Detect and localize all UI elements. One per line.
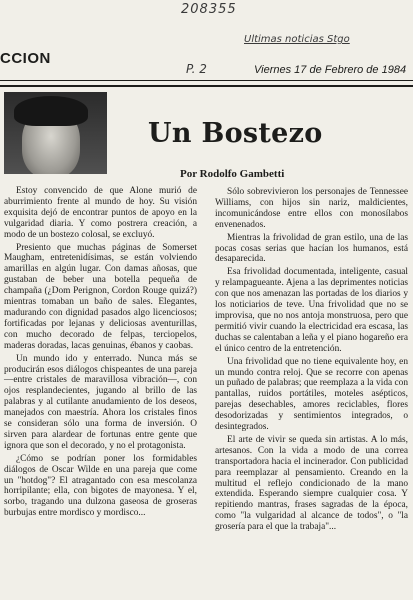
article-column-left [4, 186, 197, 519]
paragraph: Una frivolidad que no tiene equivalente hoy, en un mundo contra reloj. Que se recorre con apenas un puñado de palabras; que reemplaza a la vida con pantallas, ruidos portátiles, moteles asépticos, parejas desechables, amores reciclables, flores desodorizadas y sentimientos integrados, o desintegrados. [215, 356, 408, 433]
author-hair [14, 96, 88, 126]
article-byline: Por Rodolfo Gambetti [180, 168, 285, 180]
paragraph: Sólo sobrevivieron los personajes de Tennessee Williams, con hijos sin nariz, maldicientes, incomunicándose entre ellos con monosílabos envenenados. [215, 187, 408, 230]
article-title: Un Bostezo [148, 118, 323, 149]
issue-date: Viernes 17 de Febrero de 1984 [254, 64, 407, 76]
article-column-right [215, 187, 408, 533]
paragraph: Mientras la frivolidad de gran estilo, una de las pocas cosas serias que hacían los humanos, está desaparecida. [215, 232, 408, 265]
page-mark: P. 2 [186, 62, 207, 76]
paragraph: El arte de vivir se queda sin artistas. A lo más, artesanos. Con la vida a modo de una correa transportadora hacia el incinerador. Con publicidad para reemplazar al pensamiento. Creando en la multitud el reflejo condicionado de la mano extendida. Esperando siempre cualquier cosa. Y repitiendo mantras, frases sagradas de la época, como "la vulgaridad al alcance de todos", o "la grosería para el que la trabaja"... [215, 434, 408, 533]
author-photo [4, 92, 107, 174]
paragraph: ¿Cómo se podrían poner los formidables diálogos de Oscar Wilde en una pareja que come un "hotdog"? El atragantado con esa mescolanza horripilante; ella, con bigotes de mayonesa. Y el, sorbo, tragando una dulzona gaseosa de groseras burbujas entre mordisco y mordisco... [4, 453, 197, 519]
paragraph: Presiento que muchas páginas de Somerset Maugham, entretenidísimas, se están volviendo amarillas en algún lugar. Con damas añosas, que gustaban de beber una botella pequeña de champaña (¿Dom Perignon, Cordon Rouge quizá?) mientras tomaban un baño de sales. Elegantes, madurando con dignidad pasados algo licenciosos; fortificadas por lejanas y deliciosas aventurillas, con mucho decorado de felpas, terciopelos, maderas doradas, lacas genuinas, ébanos y caobas. [4, 242, 197, 351]
archive-number: 208355 [181, 2, 237, 17]
paragraph: Un mundo ido y enterrado. Nunca más se producirán esos diálogos chispeantes de una pareja —entre cristales de maravillosa vibración—, con ojos resplandecientes, jugando al brillo de las palabras y al cutilante anudamiento de los deseos, manejados con maestría. Ahora los cristales finos se consideran sólo una forma de inversión. O sirven para alardear de fortunas entre gente que ignora que son el decorado, y no el protagonista. [4, 353, 197, 451]
publication-note: Ultimas noticias Stgo [244, 34, 350, 45]
paragraph: Estoy convencido de que Alone murió de aburrimiento frente al mundo de hoy. Su visión exquisita dejó de encontrar puntos de apoyo en la vulgaridad diaria. Y como postrera creación, a modo de un bostezo colosal, se excluyó. [4, 186, 197, 240]
header-rule-thick [0, 85, 413, 87]
paragraph: Esa frivolidad documentada, inteligente, casual y relampagueante. Ajena a las deprimentes noticias con que nos amenazan las portadas de los diarios y los noticiarios de teve. Una frivolidad que no se improvisa, que no nos antoja monstruosa, pero que permitió vivir cuando la electricidad era escasa, las duchas se calentaban a leña y el piano hogareño era el único centro de la entretención. [215, 267, 408, 354]
header-rule [0, 80, 413, 81]
section-title: CCION [0, 50, 51, 67]
